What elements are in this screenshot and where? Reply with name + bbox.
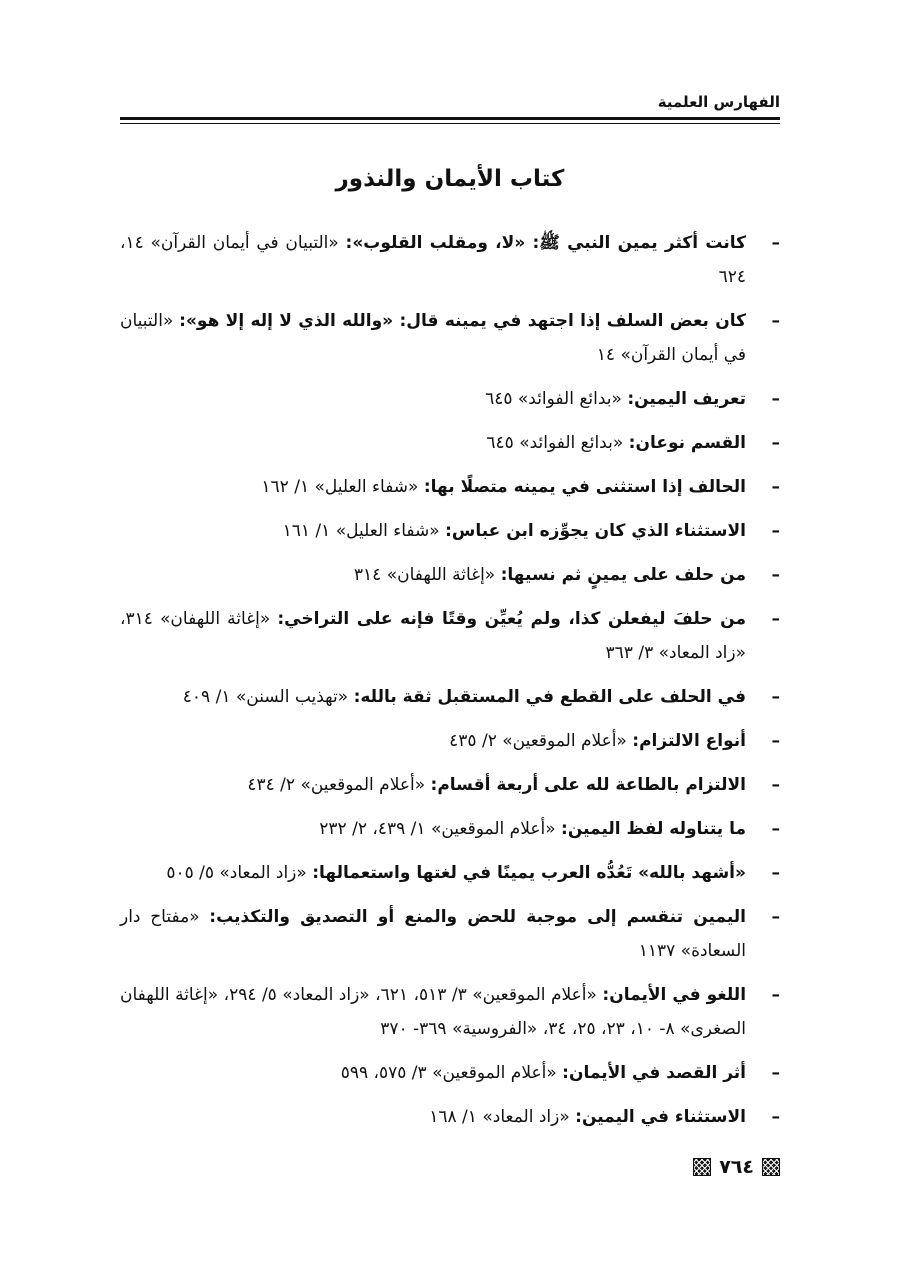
index-entry — [120, 812, 780, 846]
index-entry — [120, 514, 780, 548]
entry-references: «إغاثة اللهفان» ٣١٤ — [353, 565, 496, 585]
entry-dash: – — [771, 731, 780, 751]
index-entry — [120, 978, 780, 1046]
section-title: كتاب الأيمان والنذور — [335, 166, 565, 192]
header-rule-thick — [120, 117, 780, 120]
index-entry — [120, 724, 780, 758]
entry-topic: تعريف اليمين: — [627, 389, 746, 409]
entry-dash: – — [771, 233, 780, 253]
entry-references: «مفتاح دار السعادة» ١١٣٧ — [120, 907, 746, 961]
entry-references: «زاد المعاد» ١/ ١٦٨ — [429, 1107, 570, 1127]
index-entry — [120, 426, 780, 460]
entry-references: «بدائع الفوائد» ٦٤٥ — [485, 389, 622, 409]
entry-topic: في الحلف على القطع في المستقبل ثقة بالله: — [353, 687, 746, 707]
entry-dash: – — [771, 775, 780, 795]
entry-topic: من حلف على يمينٍ ثم نسيها: — [500, 565, 746, 585]
index-entry — [120, 226, 780, 294]
entry-references: «شفاء العليل» ١/ ١٦١ — [282, 521, 440, 541]
entry-dash: – — [771, 521, 780, 541]
index-entry — [120, 1100, 780, 1134]
entry-topic: كان بعض السلف إذا اجتهد في يمينه قال: «والله الذي لا إله إلا هو»: — [179, 311, 747, 331]
entry-dash: – — [771, 1063, 780, 1083]
entry-topic: القسم نوعان: — [628, 433, 746, 453]
ornament-icon — [762, 1158, 780, 1176]
index-entry — [120, 900, 780, 968]
entry-topic: الحالف إذا استثنى في يمينه متصلًا بها: — [423, 477, 746, 497]
entry-topic: أنواع الالتزام: — [632, 731, 746, 751]
entry-dash: – — [771, 477, 780, 497]
header-rule-thin — [120, 123, 780, 124]
entry-references: «إغاثة اللهفان» ٣١٤، «زاد المعاد» ٣/ ٣٦٣ — [120, 609, 746, 663]
entry-topic: الاستثناء الذي كان يجوِّزه ابن عباس: — [445, 521, 746, 541]
document-page — [120, 0, 780, 1272]
entry-references: «التبيان في أيمان القرآن» ١٤، ٦٢٤ — [120, 233, 746, 287]
index-entry — [120, 602, 780, 670]
entry-dash: – — [771, 311, 780, 331]
page-number: ٧٦٤ — [719, 1156, 754, 1178]
entry-topic: «أشهد بالله» تَعُدُّه العرب يمينًا في لغتها واستعمالها: — [312, 863, 746, 883]
entry-dash: – — [771, 819, 780, 839]
entry-references: «أعلام الموقعين» ٢/ ٤٣٥ — [449, 731, 627, 751]
index-entry — [120, 856, 780, 890]
entry-dash: – — [771, 907, 780, 927]
entry-references: «أعلام الموقعين» ٣/ ٥١٣، ٦٢١، «زاد المعاد» ٥/ ٢٩٤، «إغاثة اللهفان الصغرى» ٨- ١٠، ٢٣، ٢٥، ٣٤، «الفروسية» ٣٦٩- ٣٧٠ — [120, 985, 746, 1039]
index-entry — [120, 768, 780, 802]
entry-references: «زاد المعاد» ٥/ ٥٠٥ — [166, 863, 307, 883]
entry-references: «أعلام الموقعين» ٣/ ٥٧٥، ٥٩٩ — [340, 1063, 557, 1083]
entry-dash: – — [771, 985, 780, 1005]
entry-topic: الاستثناء في اليمين: — [575, 1107, 746, 1127]
entry-dash: – — [771, 609, 780, 629]
index-entry — [120, 1056, 780, 1090]
running-header: الفهارس العلمية — [657, 93, 780, 111]
entry-dash: – — [771, 687, 780, 707]
entry-references: «بدائع الفوائد» ٦٤٥ — [486, 433, 624, 453]
entry-topic: ما يتناوله لفظ اليمين: — [561, 819, 746, 839]
entry-topic: الالتزام بالطاعة لله على أربعة أقسام: — [430, 775, 746, 795]
entry-topic: اللغو في الأيمان: — [602, 985, 747, 1005]
index-entry — [120, 558, 780, 592]
entry-dash: – — [771, 389, 780, 409]
entry-references: «أعلام الموقعين» ٢/ ٤٣٤ — [247, 775, 426, 795]
entry-topic: كانت أكثر يمين النبي ﷺ: «لا، ومقلب القلوب»: — [345, 233, 747, 253]
index-entry — [120, 304, 780, 372]
entry-topic: من حلفَ ليفعلن كذا، ولم يُعيِّن وقتًا فإنه على التراخي: — [277, 609, 746, 629]
ornament-icon — [693, 1158, 711, 1176]
entry-references: «التبيان في أيمان القرآن» ١٤ — [120, 311, 746, 365]
index-entry — [120, 680, 780, 714]
entry-references: «أعلام الموقعين» ١/ ٤٣٩، ٢/ ٢٣٢ — [319, 819, 556, 839]
entry-dash: – — [771, 565, 780, 585]
page-footer — [693, 1150, 780, 1184]
index-entry-list — [120, 226, 780, 1144]
index-entry — [120, 382, 780, 416]
entry-dash: – — [771, 863, 780, 883]
entry-references: «تهذيب السنن» ١/ ٤٠٩ — [182, 687, 349, 707]
index-entry — [120, 470, 780, 504]
entry-topic: أثر القصد في الأيمان: — [562, 1063, 746, 1083]
entry-topic: اليمين تنقسم إلى موجبة للحض والمنع أو التصديق والتكذيب: — [209, 907, 746, 927]
entry-dash: – — [771, 1107, 780, 1127]
entry-references: «شفاء العليل» ١/ ١٦٢ — [261, 477, 419, 497]
entry-dash: – — [771, 433, 780, 453]
